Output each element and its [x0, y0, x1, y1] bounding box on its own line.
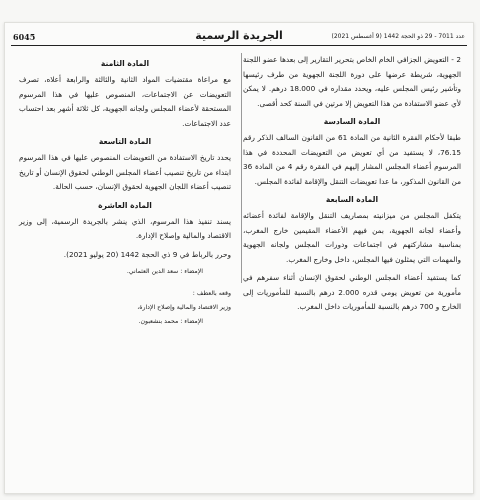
article6-heading: المادة السادسة: [323, 117, 381, 126]
countersign-label: وقعه بالعطف :: [192, 290, 231, 297]
page-number: 6045: [13, 32, 36, 42]
article9-heading: المادة التاسعة: [98, 137, 152, 146]
right-column: [243, 53, 461, 319]
gazette-page: [4, 22, 474, 494]
article6-text: طبقا لأحكام الفقرة الثانية من المادة 61 من القانون السالف الذكر رقم 76.15، لا يستفيد من أي تعويض من التعويضات المحددة في هذا المرسوم أعضاء المجلس المشار إليهم في الفقرة رقم 4 من المادة 36 من القانون المذكور، ما عدا تعويضات التنقل والإقامة لفائدة المجلس.: [243, 133, 461, 186]
page-header: [11, 29, 467, 46]
column-divider: [241, 53, 242, 283]
article5-paragraph2: 2 - التعويض الجزافي الخام الخاص بتحرير التقارير إلى بعدها عضو اللجنة الجهوية، شريطة عرضها على دورة اللجنة الجهوية من طرف رئيسها وتأشير رئيس المجلس عليه، ويحدد مقداره في 18.000 درهم. لا يمكن لأي عضو الاستفادة من هذا التعويض إلا مرتين في السنة كحد أقصى.: [243, 55, 461, 108]
article10-heading: المادة العاشرة: [98, 200, 152, 210]
minister-title: وزير الاقتصاد والمالية وإصلاح الإدارة،: [137, 304, 231, 311]
left-column: [19, 53, 231, 330]
article9-text: يحدد تاريخ الاستفادة من التعويضات المنصوص عليها في هذا المرسوم ابتداء من تاريخ تنصيب أعضاء المجلس الوطني لحقوق الإنسان أو تاريخ تنصيب أعضاء اللجان الجهوية لحقوق الإنسان، حسب الحالة.: [19, 153, 231, 191]
minister-signature: الإمضاء : محمد بنشعبون.: [138, 318, 203, 325]
article7-heading: المادة السابعة: [325, 195, 379, 204]
date-line: وحرر بالرباط في 9 ذي الحجة 1442 (20 يوليو 2021).: [63, 249, 231, 259]
article7-paragraph1: يتكفل المجلس من ميزانيته بمصاريف التنقل والإقامة لفائدة أعضائه وأعضاء لجانه الجهوية، بمن فيهم الأعضاء المقيمين خارج المغرب، بمناسبة مشاركتهم في اجتماعات ودورات المجلس ولجانه الجهوية والمهمات التي يمثلون فيها المجلس، داخل وخارج المغرب.: [243, 211, 461, 264]
article10-text: يسند تنفيذ هذا المرسوم، الذي ينشر بالجريدة الرسمية، إلى وزير الاقتصاد والمالية وإصلاح الإدارة.: [19, 216, 231, 240]
article8-heading: المادة الثامنة: [100, 59, 150, 68]
gazette-title: الجريدة الرسمية: [195, 29, 283, 42]
article8-text: مع مراعاة مقتضيات المواد الثانية والثالثة والرابعة أعلاه، تصرف التعويضات عن الاجتماعات، المنصوص عليها في هذا المرسوم المستحقة لأعضاء المجلس ولجانه الجهوية، كل ثلاثة أشهر بعد احتساب عدد الاجتماعات.: [19, 75, 231, 128]
article7-paragraph2: كما يستفيد أعضاء المجلس الوطني لحقوق الإنسان أثناء سفرهم في مأمورية من تعويض يومي قدره 2.000 درهم بالنسبة للمأموريات إلى الخارج و 700 درهم بالنسبة للمأموريات داخل المغرب.: [243, 273, 461, 311]
pm-signature: الإمضاء : سعد الدين العثماني.: [126, 268, 203, 275]
issue-info: عدد 7011 - 29 ذو الحجة 1442 (9 أغسطس 2021): [331, 33, 465, 40]
